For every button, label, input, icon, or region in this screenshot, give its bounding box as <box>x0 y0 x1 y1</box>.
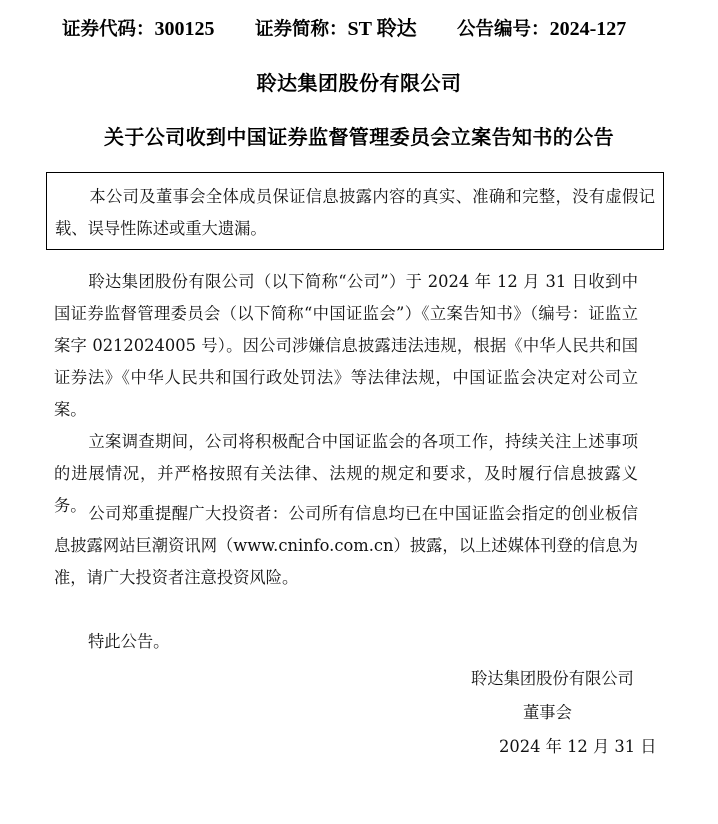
disclaimer-text <box>55 181 655 245</box>
disclaimer-content: 本公司及董事会全体成员保证信息披露内容的真实、准确和完整，没有虚假记载、误导性陈述或重大遗漏。 <box>55 187 655 238</box>
paragraph-2-text: 立案调查期间，公司将积极配合中国证监会的各项工作，持续关注上述事项的进展情况，并严格按照有关法律、法规的规定和要求，及时履行信息披露义务。 <box>54 432 638 515</box>
signature-board: 董事会 <box>523 703 572 722</box>
notice-no-field <box>457 15 626 41</box>
company-title: 聆达集团股份有限公司 <box>256 71 462 95</box>
paragraph-1 <box>54 266 638 426</box>
notice-no-value: 2024-127 <box>549 18 627 40</box>
stock-code-field <box>62 15 215 41</box>
signature-date: 2024 年 12 月 31 日 <box>499 737 657 756</box>
paragraph-closing <box>54 626 638 658</box>
disclaimer-box <box>46 172 664 250</box>
document-title: 关于公司收到中国证券监督管理委员会立案告知书的公告 <box>104 125 614 149</box>
stock-code-value: 300125 <box>154 18 215 40</box>
paragraph-3-text: 公司郑重提醒广大投资者：公司所有信息均已在中国证监会指定的创业板信息披露网站巨潮资讯网（www.cninfo.com.cn）披露，以上述媒体刊登的信息为准，请广大投资者注意投资风险。 <box>54 504 638 587</box>
closing-text: 特此公告。 <box>88 632 170 651</box>
stock-abbr-label: 证券简称： <box>254 19 348 40</box>
paragraph-1-text: 聆达集团股份有限公司（以下简称“公司”）于 2024 年 12 月 31 日收到中国证券监督管理委员会（以下简称“中国证监会”）《立案告知书》（编号：证监立案字 0212024005 号）。因公司涉嫌信息披露违法违规，根据《中华人民共和国证券法》《中华人民共和国行政处罚法》等法律法规，中国证监会决定对公司立案。 <box>54 272 638 419</box>
signature-company: 聆达集团股份有限公司 <box>471 669 634 688</box>
notice-no-label: 公告编号： <box>457 19 550 40</box>
stock-abbr-value: ST 聆达 <box>347 18 417 40</box>
stock-code-label: 证券代码： <box>62 19 155 40</box>
document-header <box>62 12 626 41</box>
stock-abbr-field <box>255 12 417 41</box>
paragraph-3 <box>54 498 638 594</box>
